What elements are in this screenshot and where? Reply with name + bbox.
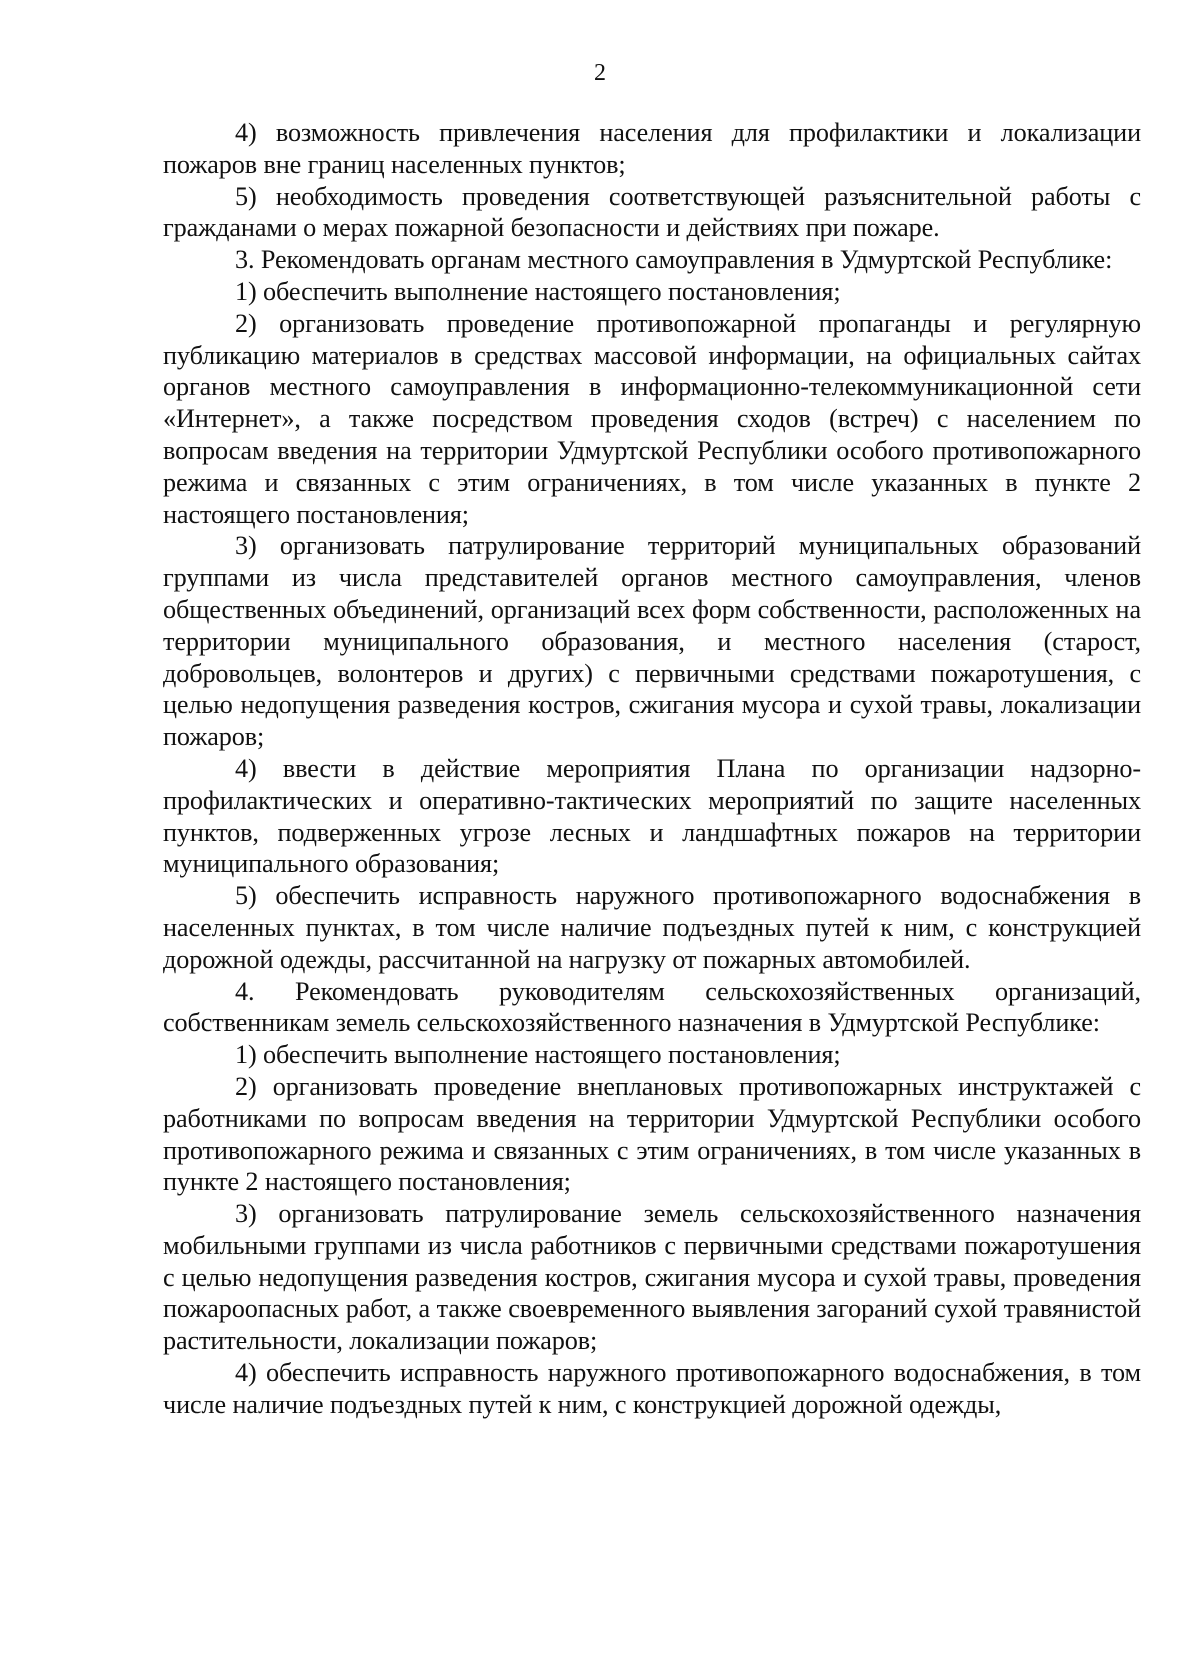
paragraph-section-4-item-2: 2) организовать проведение внеплановых противопожарных инструктажей с работниками по вопросам введения на территории Удмуртской Республики особого противопожарного режима и связанных с этим ограничениях, в том числе указанных в пункте 2 настоящего постановления; [163,1071,1141,1197]
paragraph-section-4-item-4: 4) обеспечить исправность наружного противопожарного водоснабжения, в том числе наличие подъездных путей к ним, с конструкцией дорожной одежды, [163,1358,1141,1419]
paragraph-section-3-item-5: 5) обеспечить исправность наружного противопожарного водоснабжения в населенных пунктах, в том числе наличие подъездных путей к ним, с конструкцией дорожной одежды, рассчитанной на нагрузку от пожарных автомобилей. [163,881,1141,974]
page-number: 2 [594,60,606,86]
paragraph-section-4-recommend-agricultural-organizations: 4. Рекомендовать руководителям сельскохозяйственных организаций, собственникам земель сельскохозяйственного назначения в Удмуртской Республике: [163,976,1141,1038]
paragraph-section-3-item-4: 4) ввести в действие мероприятия Плана по организации надзорно-профилактических и оперативно-тактических мероприятий по защите населенных пунктов, подверженных угрозе лесных и ландшафтных пожаров на территории муниципального образования; [163,753,1141,879]
paragraph-section-4-item-3: 3) организовать патрулирование земель сельскохозяйственного назначения мобильными группами из числа работников с первичными средствами пожаротушения с целью недопущения разведения костров, сжигания мусора и сухой травы, проведения пожароопасных работ, а также своевременного выявления загораний сухой травянистой растительности, локализации пожаров; [163,1199,1141,1356]
paragraph-item-4-involve-population: 4) возможность привлечения населения для профилактики и локализации пожаров вне границ населенных пунктов; [163,118,1141,179]
paragraph-section-3-recommend-local-government: 3. Рекомендовать органам местного самоуправления в Удмуртской Республике: [235,245,1113,275]
paragraph-item-5-explanatory-work: 5) необходимость проведения соответствующей разъяснительной работы с гражданами о мерах пожарной безопасности и действиях при пожаре. [163,181,1141,243]
paragraph-section-3-item-3: 3) организовать патрулирование территорий муниципальных образований группами из числа представителей органов местного самоуправления, членов общественных объединений, организаций всех форм собственности, расположенных на территории муниципального образования, и местного населения (старост, добровольцев, волонтеров и других) с первичными средствами пожаротушения, с целью недопущения разведения костров, сжигания мусора и сухой травы, локализации пожаров; [163,531,1141,752]
paragraph-section-3-item-2: 2) организовать проведение противопожарной пропаганды и регулярную публикацию материалов в средствах массовой информации, на официальных сайтах органов местного самоуправления в информационно-телекоммуникационной сети «Интернет», а также посредством проведения сходов (встреч) с населением по вопросам введения на территории Удмуртской Республики особого противопожарного режима и связанных с этим ограничениях, в том числе указанных в пункте 2 настоящего постановления; [163,308,1141,529]
document-body [163,117,1141,1421]
paragraph-section-3-item-1: 1) обеспечить выполнение настоящего постановления; [235,276,841,306]
paragraph-section-4-item-1: 1) обеспечить выполнение настоящего постановления; [235,1040,841,1070]
